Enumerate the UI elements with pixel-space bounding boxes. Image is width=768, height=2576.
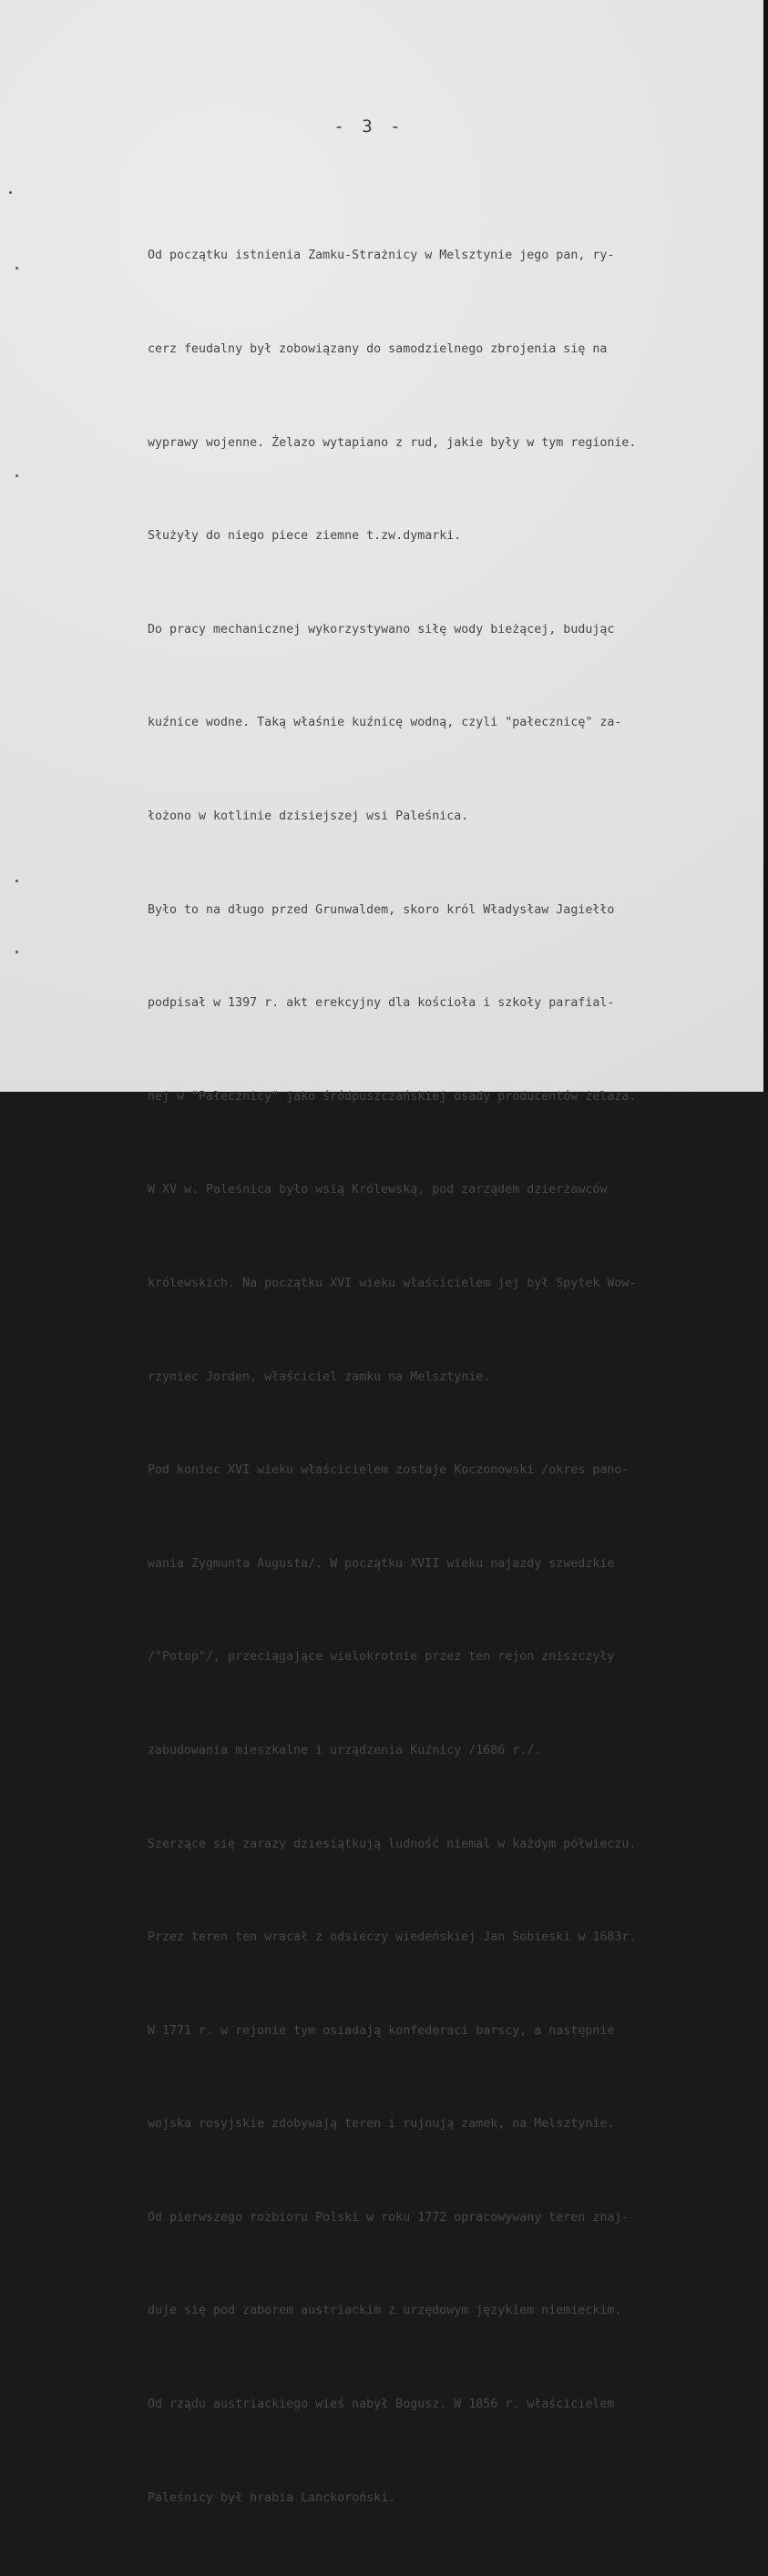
body-text <box>148 178 767 2576</box>
text-line: cerz feudalny był zobowiązany do samodzielnego zbrojenia się na <box>148 342 608 356</box>
text-line: Szerzące się zarazy dziesiątkują ludność niemal w każdym półwieczu. <box>148 1837 637 1851</box>
margin-dot <box>15 474 18 477</box>
text-line: Służyły do niego piece ziemne t.zw.dymarki. <box>148 529 462 544</box>
text-line: nej w "Pałecznicy" jako śródpuszczańskiej osady producentów żelaza. <box>148 1089 637 1104</box>
text-line: Przez teren ten wracał z odsieczy wiedeńskiej Jan Sobieski w 1683r. <box>148 1930 637 1945</box>
text-line: kuźnice wodne. Taką właśnie kuźnicę wodną, czyli "pałecznicę" za- <box>148 716 622 730</box>
text-line: W XV w. Paleśnica było wsią Królewską, pod zarządem dzierżawców <box>148 1183 608 1197</box>
text-line: Od rządu austriackiego wieś nabył Bogusz. W 1856 r. właścicielem <box>148 2398 615 2412</box>
text-line: Do pracy mechanicznej wykorzystywano siłę wody bieżącej, budując <box>148 622 615 636</box>
text-line: łożono w kotlinie dzisiejszej wsi Paleśnica. <box>148 809 469 823</box>
text-line: zabudowania mieszkalne i urządzenia Kuźnicy /1686 r./. <box>148 1743 542 1757</box>
text-line: /"Potop"/, przeciągające wielokrotnie przez ten rejon zniszczyły <box>148 1650 615 1665</box>
text-line: podpisał w 1397 r. akt erekcyjny dla kościoła i szkoły parafial- <box>148 996 615 1011</box>
text-line: Pod koniec XVI wieku właścicielem zostaje Koczonowski /okres pano- <box>148 1463 630 1478</box>
text-line: duje się pod zaborem austriackim z urzędowym językiem niemieckim. <box>148 2304 622 2318</box>
text-line: wyprawy wojenne. Żelazo wytapiano z rud, jakie były w tym regionie. <box>148 435 637 450</box>
text-line: Było to na długo przed Grunwaldem, skoro król Władysław Jagiełło <box>148 902 615 917</box>
text-line: Od pierwszego rozbioru Polski w roku 1772 opracowywany teren znaj- <box>148 2210 630 2225</box>
margin-dot <box>15 951 18 953</box>
text-line: Paleśnicy był hrabia Lanckoroński. <box>148 2490 396 2505</box>
text-line: wania Zygmunta Augusta/. W początku XVII wieku najazdy szwedzkie <box>148 1556 615 1571</box>
text-line: rzyniec Jorden, właściciel zamku na Melsztynie. <box>148 1369 491 1384</box>
page-number: - 3 - <box>333 117 404 137</box>
text-line: Od początku istnienia Zamku-Strażnicy w Melsztynie jego pan, ry- <box>148 249 615 263</box>
margin-dot <box>15 880 18 882</box>
text-line: wojska rosyjskie zdobywają teren i rujnują zamek, na Melsztynie. <box>148 2117 615 2132</box>
margin-dot <box>15 267 18 270</box>
scan-edge <box>763 0 768 1092</box>
text-line: królewskich. Na początku XVI wieku właścicielem jej był Spytek Wow- <box>148 1276 637 1290</box>
text-line: W 1771 r. w rejonie tym osiadają konfederaci barscy, a następnie <box>148 2023 615 2038</box>
margin-dot <box>9 191 12 194</box>
